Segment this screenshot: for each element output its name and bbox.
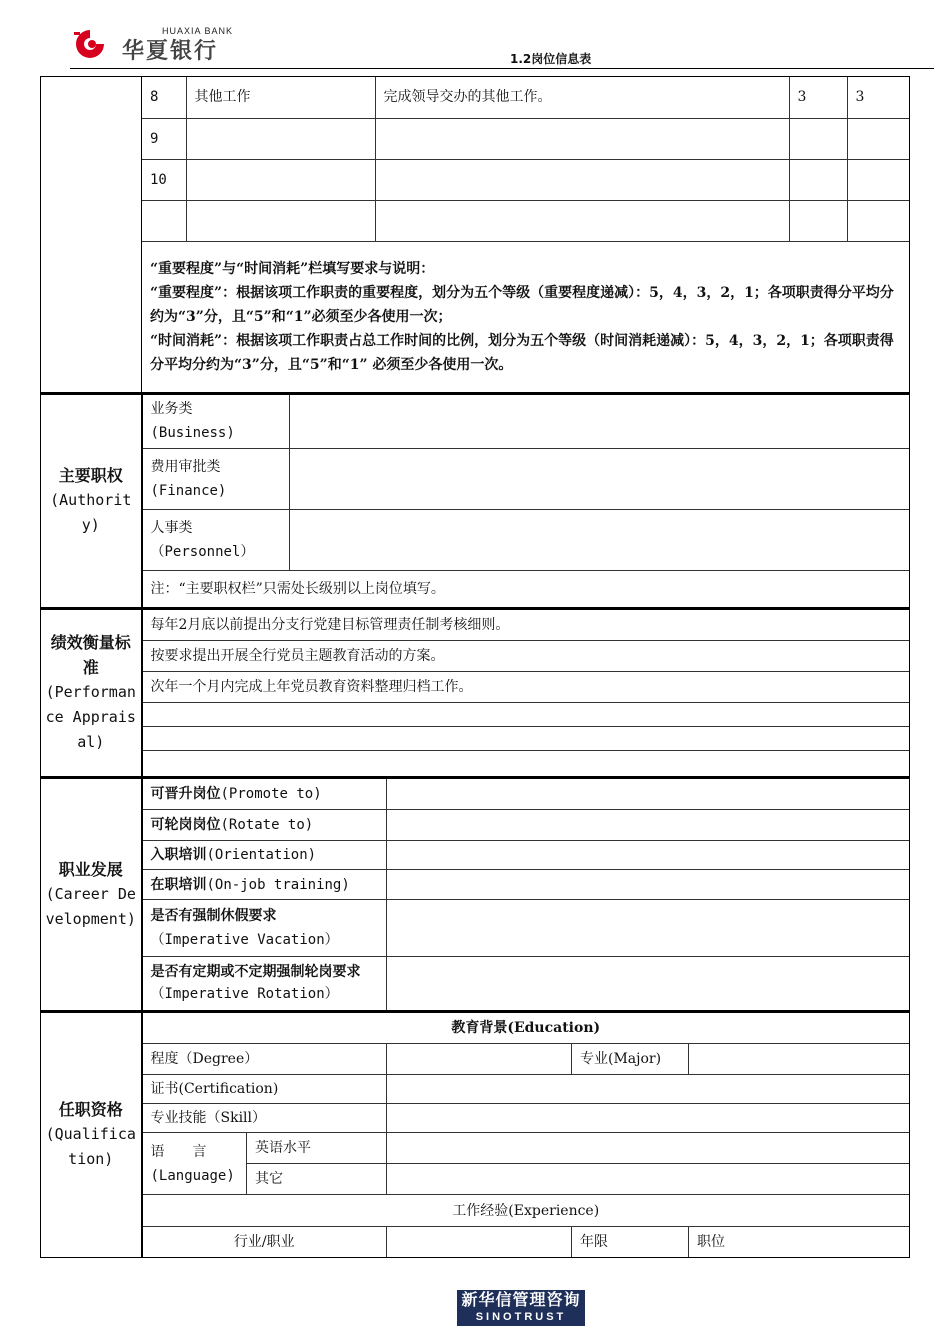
career-orientation-value[interactable] xyxy=(387,841,910,870)
certification-label: 证书(Certification) xyxy=(143,1075,387,1104)
english-value[interactable] xyxy=(387,1133,910,1164)
career-rotate-en: (Rotate to) xyxy=(220,817,314,833)
career-rotation-en: （Imperative Rotation） xyxy=(150,986,339,1003)
duty-name[interactable] xyxy=(186,118,375,159)
career-row-promote xyxy=(143,779,910,810)
performance-table xyxy=(143,610,910,776)
career-row-rotation xyxy=(143,957,910,1010)
qualification-title-en: (Qualification) xyxy=(45,1125,136,1168)
career-rotate-value[interactable] xyxy=(387,810,910,841)
certification-value[interactable] xyxy=(387,1075,910,1104)
performance-title-cn: 绩效衡量标准 xyxy=(50,633,131,677)
duties-notes-row xyxy=(142,241,909,392)
career-section xyxy=(41,777,910,1011)
skill-value[interactable] xyxy=(387,1104,910,1133)
industry-label: 行业/职业 xyxy=(143,1227,387,1257)
certification-row xyxy=(143,1075,910,1104)
qualification-table xyxy=(143,1013,910,1257)
authority-section-label xyxy=(41,393,142,608)
duty-row xyxy=(142,200,909,241)
duty-time[interactable] xyxy=(847,159,909,200)
huaxia-bank-logo-icon xyxy=(70,26,110,62)
qualification-title-cn: 任职资格 xyxy=(58,1100,123,1119)
duty-name[interactable]: 其他工作 xyxy=(186,77,375,118)
career-onjob-cn: 在职培训 xyxy=(150,876,207,893)
duty-row xyxy=(142,118,909,159)
career-title-cn: 职业发展 xyxy=(58,859,123,879)
experience-header: 工作经验(Experience) xyxy=(143,1195,910,1227)
authority-business-value[interactable] xyxy=(290,395,910,449)
other-language-row xyxy=(143,1164,910,1195)
years-label: 年限 xyxy=(572,1227,689,1257)
skill-row xyxy=(143,1104,910,1133)
bank-name-en: HUAXIA BANK xyxy=(162,26,234,36)
authority-personnel-value[interactable] xyxy=(290,510,910,571)
career-rotate-cn: 可轮岗岗位 xyxy=(150,817,221,833)
career-vacation-value[interactable] xyxy=(387,900,910,957)
duty-desc[interactable] xyxy=(375,200,789,241)
qualification-section-label xyxy=(41,1011,142,1257)
duty-desc[interactable] xyxy=(375,118,789,159)
job-info-table xyxy=(40,76,910,1258)
duty-desc[interactable] xyxy=(375,159,789,200)
duty-name[interactable] xyxy=(186,200,375,241)
authority-row-personnel xyxy=(143,510,910,571)
experience-row xyxy=(143,1227,910,1257)
performance-item[interactable]: 按要求提出开展全行党员主题教育活动的方案。 xyxy=(143,641,910,672)
duty-no xyxy=(142,200,186,241)
duties-section xyxy=(41,77,910,394)
duty-time[interactable] xyxy=(847,118,909,159)
notes-importance: “重要程度”：根据该项工作职责的重要程度，划分为五个等级（重要程度递减）：5，4，3，2，1；各项职责得分平均分约为“3”分，且“5”和“1”必须至少各使用一次； xyxy=(150,284,894,325)
authority-business-en: (Business) xyxy=(150,425,235,442)
footer-logo-en: SINOTRUST xyxy=(475,1311,567,1323)
education-header: 教育背景(Education) xyxy=(143,1013,910,1044)
career-vacation-en: （Imperative Vacation） xyxy=(150,932,339,948)
authority-section xyxy=(41,393,910,608)
duty-row xyxy=(142,159,909,200)
performance-item[interactable] xyxy=(143,751,910,776)
authority-personnel-en: （Personnel） xyxy=(150,544,255,560)
other-language-label: 其它 xyxy=(247,1164,387,1195)
degree-row xyxy=(143,1044,910,1075)
authority-business-cn: 业务类 xyxy=(150,401,193,418)
authority-personnel-cn: 人事类 xyxy=(150,520,193,536)
industry-value[interactable] xyxy=(387,1227,572,1257)
position-label: 职位 xyxy=(689,1227,910,1257)
degree-label: 程度（Degree） xyxy=(143,1044,387,1075)
duty-desc[interactable]: 完成领导交办的其他工作。 xyxy=(375,77,789,118)
career-orientation-cn: 入职培训 xyxy=(150,847,207,863)
duty-no: 10 xyxy=(142,159,186,200)
duty-importance[interactable]: 3 xyxy=(789,77,847,118)
performance-item[interactable]: 次年一个月内完成上年党员教育资料整理归档工作。 xyxy=(143,672,910,703)
authority-finance-en: (Finance) xyxy=(150,483,227,499)
major-label: 专业(Major) xyxy=(572,1044,689,1075)
career-row-orientation xyxy=(143,841,910,870)
duty-row xyxy=(142,77,909,118)
qualification-section xyxy=(41,1011,910,1257)
career-row-onjob xyxy=(143,870,910,900)
degree-value[interactable] xyxy=(387,1044,572,1075)
authority-title-cn: 主要职权 xyxy=(58,466,123,485)
performance-title-en: (Performance Appraisal) xyxy=(45,683,136,751)
duty-time[interactable]: 3 xyxy=(847,77,909,118)
duty-no: 9 xyxy=(142,118,186,159)
duty-name[interactable] xyxy=(186,159,375,200)
other-language-value[interactable] xyxy=(387,1164,910,1195)
bank-name-cn: 华夏银行 xyxy=(122,39,219,64)
authority-note: 注：“主要职权栏”只需处长级别以上岗位填写。 xyxy=(143,571,910,607)
career-rotation-cn: 是否有定期或不定期强制轮岗要求 xyxy=(150,964,361,981)
english-label: 英语水平 xyxy=(247,1133,387,1164)
language-label-en: (Language) xyxy=(150,1167,235,1184)
performance-section xyxy=(41,608,910,777)
performance-item[interactable]: 每年2月底以前提出分支行党建目标管理责任制考核细则。 xyxy=(143,610,910,641)
footer-logo-cn: 新华信管理咨询 xyxy=(461,1290,581,1309)
career-orientation-en: (Orientation) xyxy=(206,847,317,863)
career-onjob-en: (On-job training) xyxy=(206,876,350,893)
authority-row-finance xyxy=(143,449,910,510)
bank-logo xyxy=(70,24,240,64)
duties-section-label xyxy=(41,77,142,394)
authority-note-row xyxy=(143,571,910,607)
language-label-cn: 语 言 xyxy=(150,1143,207,1160)
duties-table xyxy=(142,77,909,392)
skill-label: 专业技能（Skill） xyxy=(143,1104,387,1133)
performance-section-label xyxy=(41,608,142,777)
career-table xyxy=(143,779,910,1010)
career-row-vacation xyxy=(143,900,910,957)
career-vacation-cn: 是否有强制休假要求 xyxy=(150,908,277,924)
authority-finance-cn: 费用审批类 xyxy=(150,459,221,475)
notes-time: “时间消耗”：根据该项工作职责占总工作时间的比例，划分为五个等级（时间消耗递减）：5，4，3，2，1；各项职责得分平均分约为“3”分，且“5”和“1” 必须至少各使用一次。 xyxy=(150,332,894,373)
career-onjob-value[interactable] xyxy=(387,870,910,900)
career-rotation-value[interactable] xyxy=(387,957,910,1010)
performance-item[interactable] xyxy=(143,727,910,751)
career-promote-en: (Promote to) xyxy=(220,785,322,802)
authority-table xyxy=(143,395,910,607)
major-value[interactable] xyxy=(689,1044,910,1075)
sinotrust-logo xyxy=(457,1290,585,1326)
authority-row-business xyxy=(143,395,910,449)
career-title-en: (Career Development) xyxy=(45,884,136,928)
authority-finance-value[interactable] xyxy=(290,449,910,510)
career-section-label xyxy=(41,777,142,1011)
duty-importance[interactable] xyxy=(789,159,847,200)
authority-title-en: (Authority) xyxy=(50,491,132,534)
career-promote-cn: 可晋升岗位 xyxy=(150,785,221,802)
duty-importance[interactable] xyxy=(789,118,847,159)
career-promote-value[interactable] xyxy=(387,779,910,810)
duty-no: 8 xyxy=(142,77,186,118)
performance-item[interactable] xyxy=(143,703,910,727)
notes-heading: “重要程度”与“时间消耗”栏填写要求与说明： xyxy=(150,260,435,277)
header-divider xyxy=(70,68,934,69)
career-row-rotate xyxy=(143,810,910,841)
language-label xyxy=(143,1133,247,1195)
english-row xyxy=(143,1133,910,1164)
document-title: 1.2岗位信息表 xyxy=(510,52,592,66)
duty-importance[interactable] xyxy=(789,200,847,241)
duty-time[interactable] xyxy=(847,200,909,241)
